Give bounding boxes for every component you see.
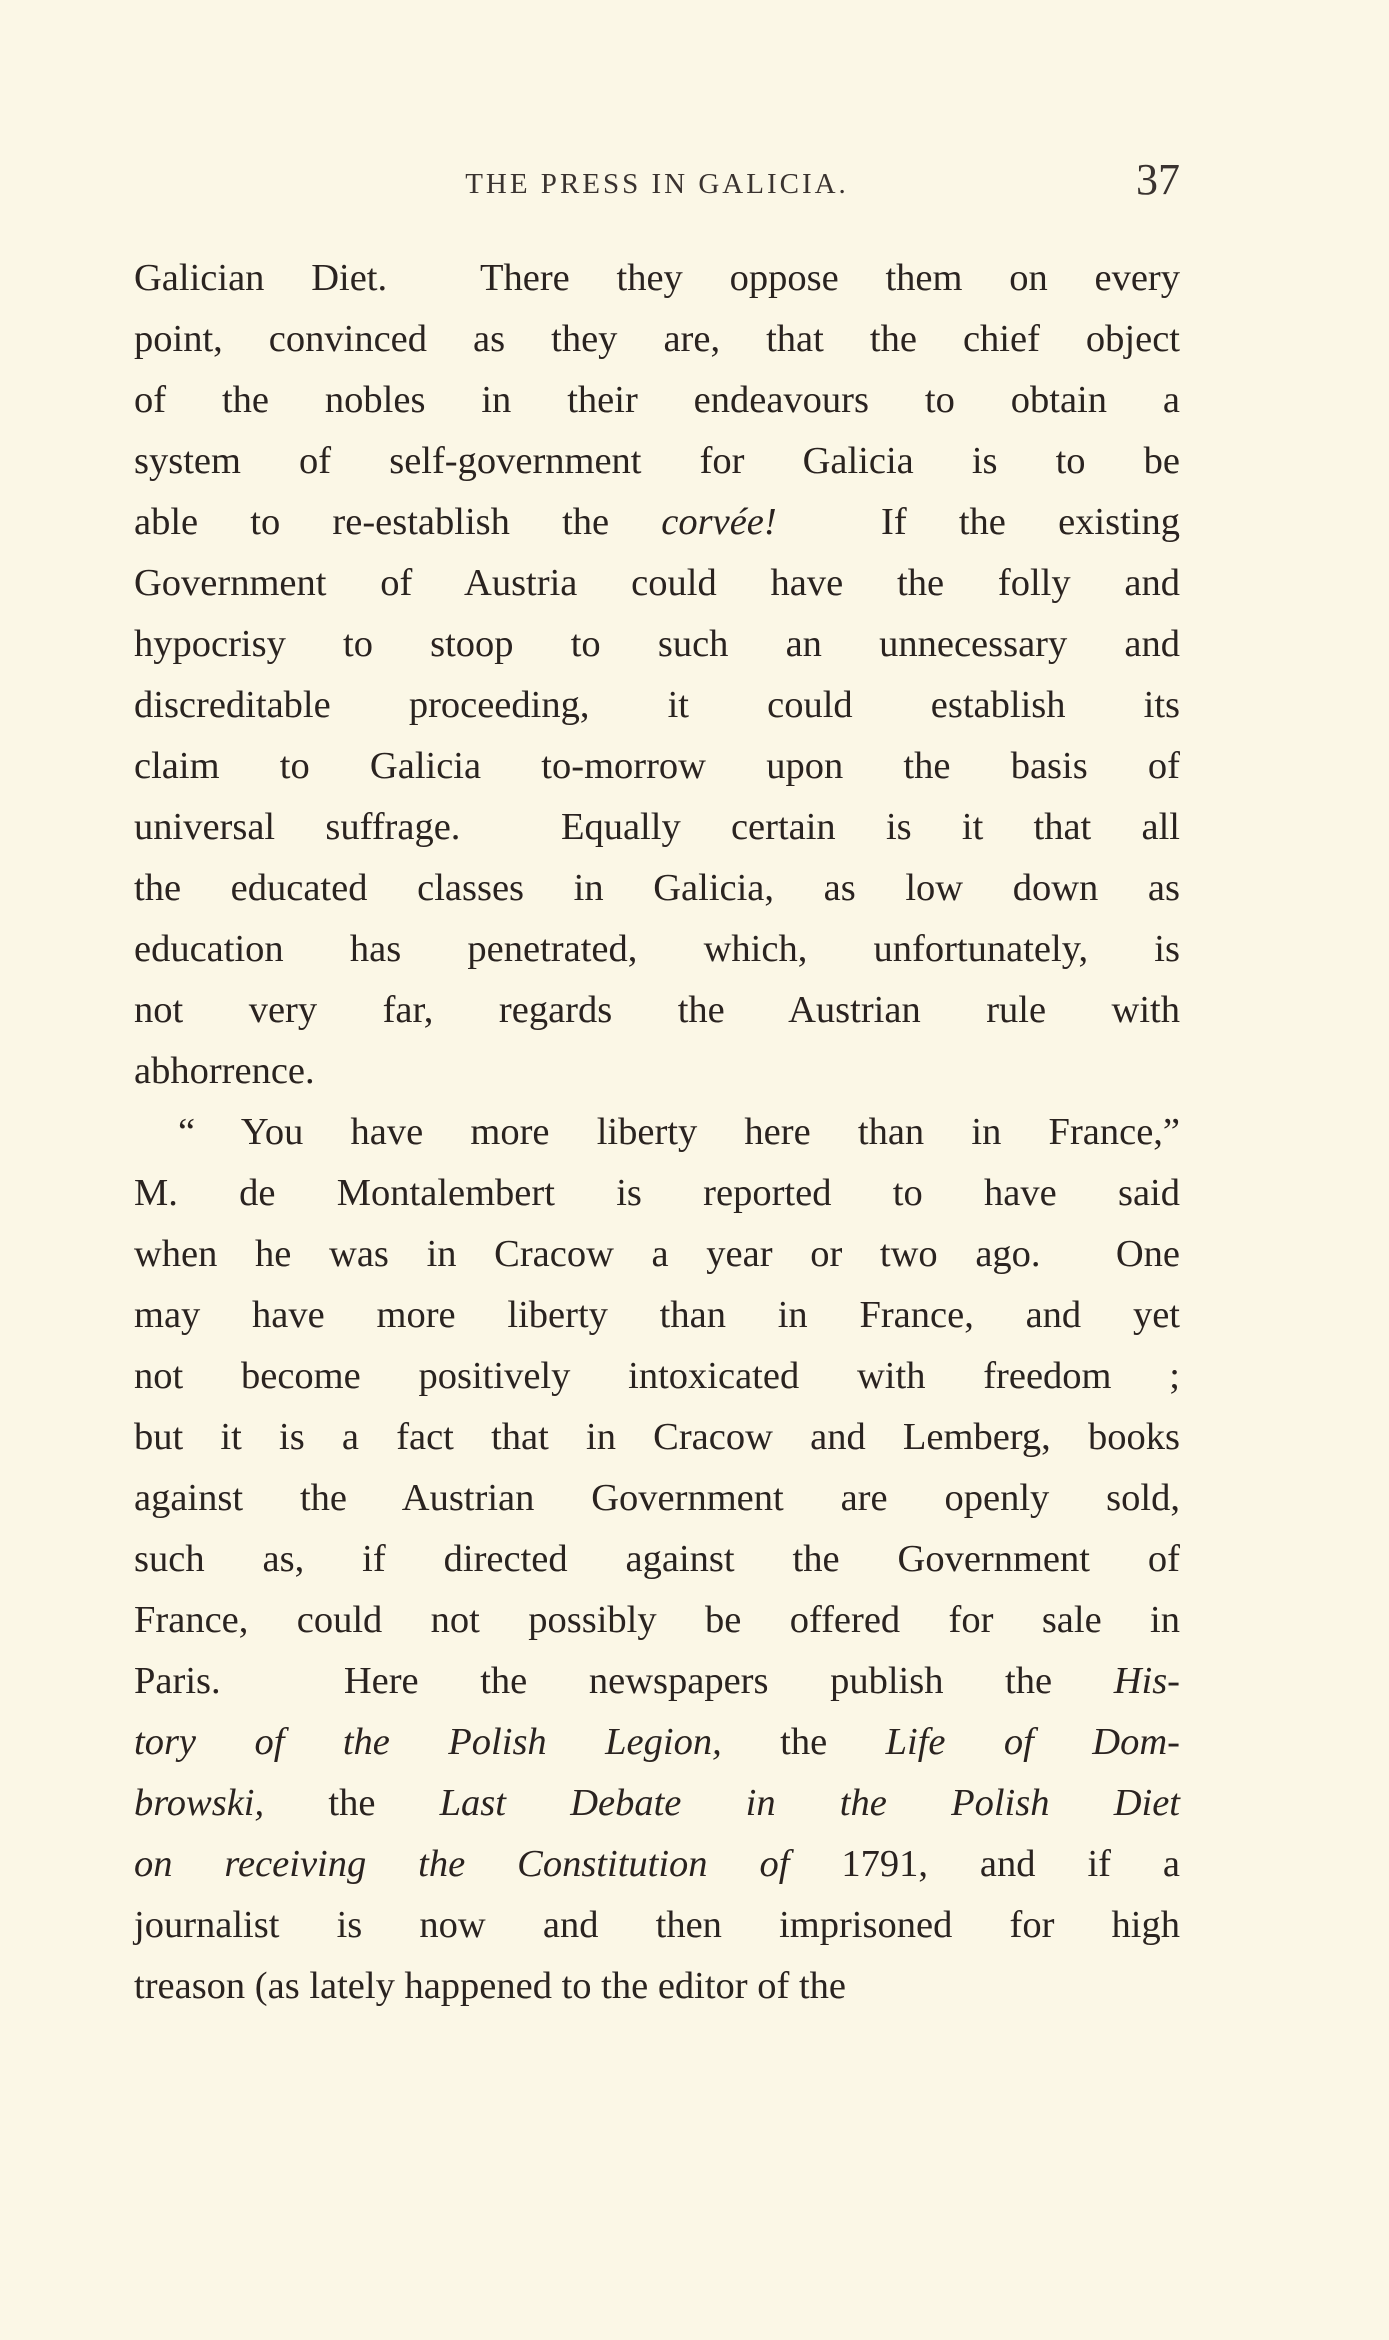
text-line (134, 248, 1180, 309)
text-segment: Government of Austria could have the folly and (134, 562, 1180, 604)
text-line (134, 980, 1180, 1041)
italic-text: His- (1113, 1660, 1180, 1702)
text-line (134, 1651, 1180, 1712)
italic-text: browski, (134, 1782, 265, 1824)
text-line (134, 1224, 1180, 1285)
text-line (134, 858, 1180, 919)
text-line (134, 675, 1180, 736)
text-segment: but it is a fact that in Cracow and Lemberg, books (134, 1416, 1180, 1458)
text-line (134, 370, 1180, 431)
italic-text: Life of Dom- (885, 1721, 1180, 1763)
text-segment: against the Austrian Government are openly sold, (134, 1477, 1180, 1519)
text-line (134, 1529, 1180, 1590)
text-line (134, 1346, 1180, 1407)
text-segment: may have more liberty than in France, and yet (134, 1294, 1180, 1336)
italic-text: corvée! (661, 501, 777, 543)
text-segment: M. de Montalembert is reported to have said (134, 1172, 1180, 1214)
text-line (134, 431, 1180, 492)
text-segment: discreditable proceeding, it could establish its (134, 684, 1180, 726)
text-segment: journalist is now and then imprisoned for high (134, 1904, 1180, 1946)
text-segment: Galician Diet. There they oppose them on every (134, 257, 1180, 299)
text-line (134, 553, 1180, 614)
text-line (134, 1834, 1180, 1895)
text-segment: treason (as lately happened to the editor of the (134, 1965, 846, 2007)
text-segment: If the existing (776, 501, 1180, 543)
text-line (134, 736, 1180, 797)
italic-text: tory of the Polish Legion, (134, 1721, 722, 1763)
text-line (134, 1407, 1180, 1468)
text-line (134, 1285, 1180, 1346)
text-segment: such as, if directed against the Government of (134, 1538, 1180, 1580)
text-line (134, 1895, 1180, 1956)
text-line (134, 1102, 1180, 1163)
text-line (134, 1163, 1180, 1224)
text-segment: point, convinced as they are, that the chief object (134, 318, 1180, 360)
text-segment: education has penetrated, which, unfortunately, is (134, 928, 1180, 970)
page-number: 37 (1136, 155, 1180, 204)
text-segment: the (264, 1782, 440, 1824)
italic-text: Last Debate in the Polish Diet (439, 1782, 1180, 1824)
text-segment: the educated classes in Galicia, as low down as (134, 867, 1180, 909)
italic-text: on receiving the Constitution of (134, 1843, 790, 1885)
text-line (134, 1712, 1180, 1773)
text-line (134, 797, 1180, 858)
text-line (134, 1773, 1180, 1834)
text-line (134, 1041, 1180, 1102)
text-segment: universal suffrage. Equally certain is it that all (134, 806, 1180, 848)
text-segment: not very far, regards the Austrian rule with (134, 989, 1180, 1031)
text-line (134, 919, 1180, 980)
text-line (134, 492, 1180, 553)
text-segment: Paris. Here the newspapers publish the (134, 1660, 1114, 1702)
text-segment: hypocrisy to stoop to such an unnecessary and (134, 623, 1180, 665)
text-line (134, 1468, 1180, 1529)
text-segment: “ You have more liberty here than in France,” (178, 1111, 1180, 1153)
text-segment: 1791, and if a (789, 1843, 1180, 1885)
text-segment: France, could not possibly be offered for sale in (134, 1599, 1180, 1641)
text-line (134, 1956, 1180, 2017)
text-segment: when he was in Cracow a year or two ago. One (134, 1233, 1180, 1275)
text-segment: system of self-government for Galicia is to be (134, 440, 1180, 482)
text-segment: abhorrence. (134, 1050, 315, 1092)
running-head (134, 150, 1180, 210)
running-title: THE PRESS IN GALICIA. (465, 168, 849, 200)
text-segment: able to re-establish the (134, 501, 662, 543)
text-line (134, 1590, 1180, 1651)
body-text (134, 248, 1180, 2017)
text-line (134, 309, 1180, 370)
text-segment: the (721, 1721, 886, 1763)
text-line (134, 614, 1180, 675)
text-segment: claim to Galicia to-morrow upon the basis of (134, 745, 1180, 787)
text-segment: not become positively intoxicated with freedom ; (134, 1355, 1180, 1397)
text-segment: of the nobles in their endeavours to obtain a (134, 379, 1180, 421)
